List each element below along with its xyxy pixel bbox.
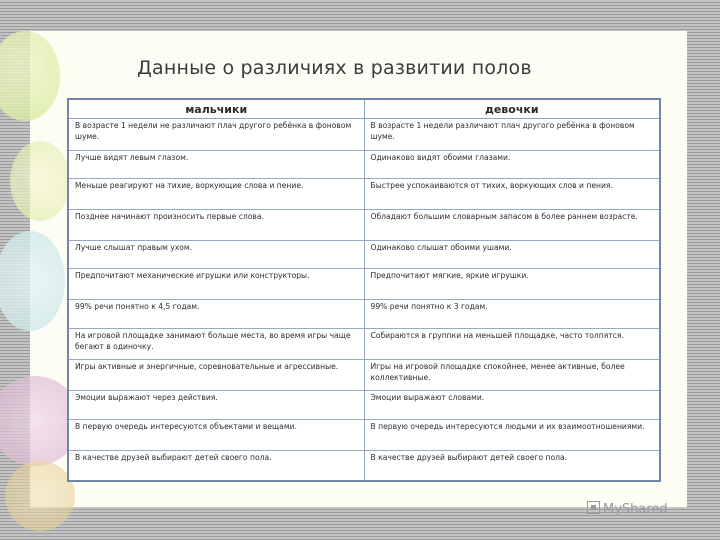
slide-title: Данные о различиях в развитии полов [137,57,532,79]
table-cell-boys: Игры активные и энергичные, соревновательные и агрессивные. [68,360,364,391]
table-row [68,360,660,391]
table-cell-girls: 99% речи понятно к 3 годам. [364,300,660,329]
table-row [68,210,660,241]
table-cell-boys: Лучше слышат правым ухом. [68,241,364,269]
decorative-balloon [10,141,70,221]
column-header-boys: мальчики [68,99,364,119]
table-row [68,329,660,360]
watermark [587,501,668,517]
table-row [68,451,660,481]
slide [30,31,687,517]
table-cell-girls: В качестве друзей выбирают детей своего пола. [364,451,660,481]
table-cell-girls: Собираются в группки на меньшей площадке, часто толпятся. [364,329,660,360]
table-cell-girls: Эмоции выражают словами. [364,391,660,420]
column-header-girls: девочки [364,99,660,119]
table-cell-boys: Позднее начинают произносить первые слова. [68,210,364,241]
table-cell-girls: Предпочитают мягкие, яркие игрушки. [364,269,660,300]
decorative-balloon [5,461,75,531]
table-row [68,119,660,151]
table-cell-boys: В качестве друзей выбирают детей своего пола. [68,451,364,481]
table-cell-girls: Быстрее успокаиваются от тихих, воркующих слов и пения. [364,179,660,210]
table-cell-boys: Эмоции выражают через действия. [68,391,364,420]
decorative-balloon [0,231,65,331]
table-cell-girls: В первую очередь интересуются людьми и их взаимоотношениями. [364,420,660,451]
decorative-balloon [0,31,60,121]
table-cell-boys: В возрасте 1 недели не различают плач другого ребёнка в фоновом шуме. [68,119,364,151]
table-cell-boys: В первую очередь интересуются объектами и вещами. [68,420,364,451]
watermark-text: MyShared [603,502,668,517]
table-cell-boys: Предпочитают механические игрушки или конструкторы. [68,269,364,300]
table-row [68,300,660,329]
table-cell-girls: Одинаково видят обоими глазами. [364,151,660,179]
table-cell-girls: В возрасте 1 недели различают плач другого ребёнка в фоновом шуме. [364,119,660,151]
table-row [68,151,660,179]
table-cell-boys: Меньше реагируют на тихие, воркующие слова и пение. [68,179,364,210]
table-cell-boys: 99% речи понятно к 4,5 годам. [68,300,364,329]
table-cell-girls: Игры на игровой площадке спокойнее, менее активные, более коллективные. [364,360,660,391]
table-cell-girls: Одинаково слышат обоими ушами. [364,241,660,269]
table-cell-boys: На игровой площадке занимают больше места, во время игры чаще бегают в одиночку. [68,329,364,360]
comparison-table [67,98,661,482]
table-row [68,179,660,210]
table-row [68,241,660,269]
table-header-row [68,99,660,119]
table-cell-boys: Лучше видят левым глазом. [68,151,364,179]
table-row [68,420,660,451]
table-row [68,269,660,300]
table-row [68,391,660,420]
table-cell-girls: Обладают большим словарным запасом в более раннем возрасте. [364,210,660,241]
myshared-logo-icon [587,501,600,514]
